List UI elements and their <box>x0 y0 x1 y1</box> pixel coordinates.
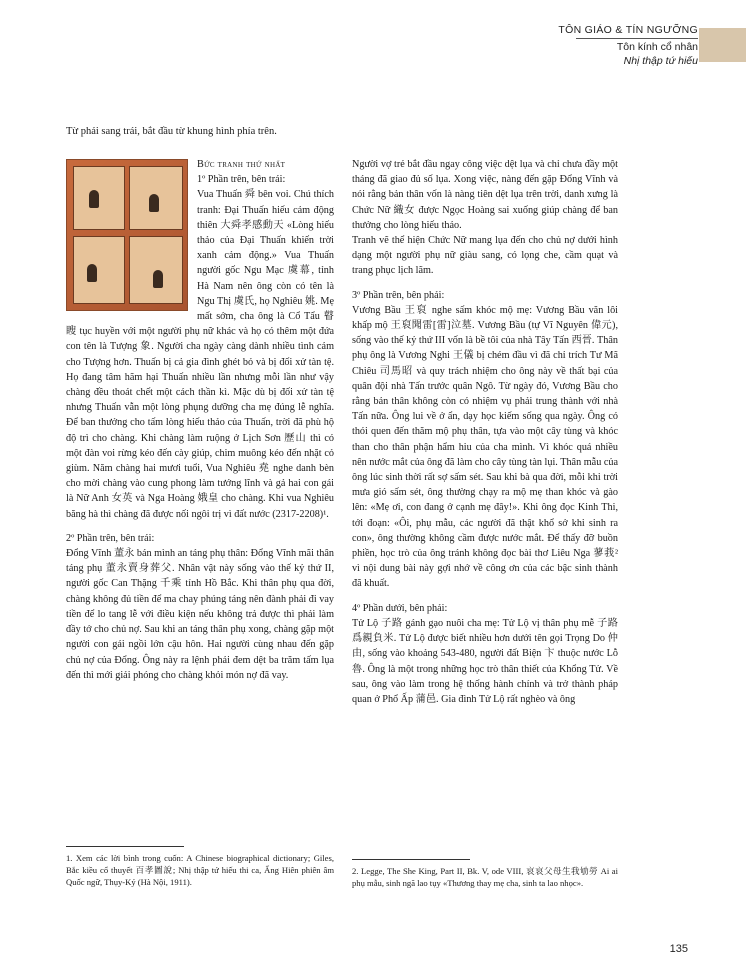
running-header <box>558 23 698 68</box>
section-label: TÔN GIÁO & TÍN NGƯỠNG <box>558 24 698 36</box>
right-column <box>352 157 618 707</box>
footnote-rule <box>352 859 470 860</box>
section-heading: Bức tranh thứ nhất <box>197 159 286 170</box>
header-subtitle: Tôn kính cổ nhân <box>616 41 698 53</box>
paragraph: 1º Phần trên, bên trái: <box>197 174 286 186</box>
page-number: 135 <box>669 943 688 955</box>
paragraph: Vua Thuấn 舜 bên voi. Chú thích tranh: Đại Thuấn hiếu cảm động thiên 大舜孝感動天 «Lòng hiếu thảo của Đại Thuấn khiến trời xanh cảm động.» Vua Thuấn người gốc Ngu Mạc 虞幕, tỉnh Hà Nam nên ông còn có tên là Ngu Thị 虞氏, họ Nghiêu 姚. Mẹ mất sớm, cha ông là Cổ Tẩu 瞽瞍 tục huyền với một người phụ nữ khác và họ có thêm một đứa con tên là Tượng 象. Người cha ngày càng dành nhiều tình cảm cho Tượng hơn. Thuấn bị cả gia đình ghét bỏ và bị đối xử tàn tệ. Họ đang tâm hãm hại Thuấn nhiều lần nhưng mỗi lần như vậy chàng đều thoát chết một cách thần kì. Mặc dù bị đối xử tàn tệ nhưng Thuấn vẫn một lòng phụng dưỡng cha mẹ đúng lễ nghĩa. Để ban thưởng cho tấm lòng hiếu thảo của Thuấn, trời đã phù hộ độ trì cho chàng. Khi chàng làm ruộng ở Lịch Sơn 歷山 thì có một đàn voi rừng kéo đến cày giúp, chim muông kéo đến nhặt cỏ giùm. Năm chàng hai mươi tuổi, Vua Nghiêu 堯 nghe danh bèn cho mời chàng vào cung phong làm tướng lĩnh và gả hai con gái là Nữ Anh 女英 và Nga Hoàng 娥皇 cho chàng. Khi vua Nghiêu băng hà thì chàng đã được nối ngôi trị vì đất nước (2317-2208)¹. <box>66 189 334 520</box>
intro-text: Từ phải sang trái, bắt đầu từ khung hình phía trên. <box>66 126 277 137</box>
footnote-left: 1. Xem các lời bình trong cuốn: A Chinese biographical dictionary; Giles, Bắc kiều cổ thuyết 百孝圖說; Nhị thập tứ hiếu thi ca, Ấng Hiên phiên âm Quốc ngữ, Thụy-Ký (Hà Nội, 1911). <box>66 853 334 887</box>
paragraph: 4º Phần dưới, bên phải: <box>352 602 448 614</box>
footnote-rule <box>66 846 184 847</box>
woodblock-illustration <box>66 159 188 311</box>
paragraph: Tử Lộ 子路 gánh gạo nuôi cha mẹ: Tử Lộ vị thân phụ mễ 子路爲親負米. Tử Lộ được biết nhiều hơn dưới tên gọi Trọng Do 仲由, sống vào khoảng 543-480, người đất Biện 卞 thuộc nước Lỗ 魯. Ông là một trong những học trò thân thiết của Khổng Tử. Về sau, ông vào làm trong hệ thống hành chính và trở thành pháp quan ở Phổ Ấp 蒲邑. Gia đình Tử Lộ rất nghèo và ông <box>352 617 618 705</box>
footnote-right: 2. Legge, The She King, Part II, Bk. V, ode VIII, 哀哀父母生我劬勞 Ai ai phụ mẫu, sinh ngã lao tụy «Thương thay mẹ cha, sinh ta lao nhọc». <box>352 866 618 888</box>
header-title: Nhị thập tứ hiếu <box>623 55 698 67</box>
paragraph: Đổng Vĩnh 董永 bán mình an táng phụ thân: Đổng Vĩnh mãi thân táng phụ 董永賣身葬父. Nhân vật này sống vào thế kỷ thứ II, người gốc Can Thặng 千乘 tỉnh Hồ Bắc. Khi thân phụ qua đời, chàng không đủ tiền để ma chay phúng táng nên đành phải đi vay tiền để lo tang lễ với điều kiện nếu không trả được thì phải làm đầy tớ cho chủ nợ. Sau khi an táng thân phụ xong, chàng gặp một người con gái ngồi lớn cậu hôn. Hai người cùng nhau đến gặp chủ nợ của Đổng. Ông này ra lệnh phải đem dệt ba trăm tấm lụa đến thì mới giải phóng cho chàng khỏi món nợ đã vay. <box>66 548 334 681</box>
left-column <box>66 157 334 683</box>
paragraph: 2º Phần trên, bên trái: <box>66 532 155 544</box>
paragraph: Người vợ trẻ bắt đầu ngay công việc dệt lụa và chỉ chưa đầy một tháng đã giao đủ số lụa. Xong việc, nàng đến gặp Đổng Vĩnh và nói rằng bản thân vốn là nàng tiên dệt lụa trên trời, danh xưng là Chức Nữ 織女 được Ngọc Hoàng sai xuống giúp chàng để ban thưởng cho lòng hiếu thảo. <box>352 159 618 231</box>
header-rule <box>576 38 698 39</box>
paragraph: 3º Phần trên, bên phải: <box>352 289 445 301</box>
paragraph: Tranh vẽ thể hiện Chức Nữ mang lụa đến cho chủ nợ dưới hình dạng một người phụ nữ giàu sang, có lọng che, cầm quạt và trang phục lịch lãm. <box>352 235 618 277</box>
paragraph: Vương Bầu 王裒 nghe sấm khóc mộ mẹ: Vương Bầu văn lôi khấp mộ 王裒聞雷[雷]泣墓. Vương Bầu (tự Vĩ Nguyên 偉元), sống vào thế kỷ thứ III vốn là bề tôi của nhà Tây Tấn 西晉. Thân phụ ông là Vương Nghi 王儀 bị chém đầu vì đã chỉ trích Tư Mã Chiêu 司馬昭 và quy trách nhiệm cho ông này về thất bại của quân đội nhà Tấn trước quân Ngô. Từ ngày đó, Vương Bầu cho rằng bản thân không còn có nhiệm vụ phải trung thành với nhà Tấn nữa. Ông lui về ở ẩn, dạy học kiếm sống qua ngày. Ông có thói quen đến thăm mộ phụ thân, tựa vào một cây tùng và khóc than cho thân phận hẩm hiu của cha mình. Vì khóc quá nhiều nên nước mắt của ông đã làm cho cây tùng tàn lụi. Thân mẫu của ông lúc sinh thời rất sợ sấm sét. Sau khi bà qua đời, mỗi khi trời mưa gió sấm sét, ông thường chạy ra mộ mẹ than khóc và gào lên: «Mẹ ơi, con đang ở cạnh mẹ đây!». Khi ông đọc Kinh Thi, tới đoạn: «Ôi, phụ mẫu, các người đã thật khổ sở khi sinh ra con», ông thường không cầm được nước mắt. Để thấy đỡ buồn phiền, học trò của ông tránh không đọc bài thơ Liêu Nga 蓼莪² vì nội dung bài này gợi nhớ về công ơn của các bậc sinh thành đã khuất. <box>352 304 618 590</box>
chapter-tab <box>699 28 746 62</box>
